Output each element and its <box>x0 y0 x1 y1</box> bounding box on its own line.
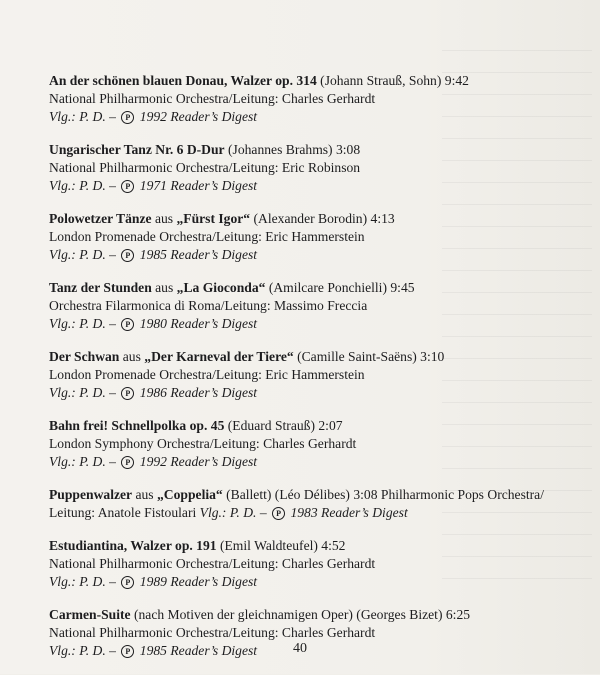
track-entry <box>49 141 579 195</box>
rights-prefix: Vlg.: P. D. – <box>49 574 116 589</box>
rights-prefix: Vlg.: P. D. – <box>49 454 116 469</box>
track-entry <box>49 279 579 333</box>
phonogram-symbol-icon: P <box>272 507 285 520</box>
track-details: (nach Motiven der gleichnamigen Oper) (Georges Bizet) 6:25 <box>130 607 471 622</box>
track-details: (Emil Waldteufel) 4:52 <box>216 538 346 553</box>
rights-suffix: 1985 Reader’s Digest <box>139 247 258 262</box>
rights-suffix: 1989 Reader’s Digest <box>139 574 258 589</box>
track-title-line <box>49 210 579 228</box>
track-entry <box>49 210 579 264</box>
work-title: „Fürst Igor“ <box>176 211 251 226</box>
track-title-line <box>49 279 579 297</box>
rights-line <box>49 384 579 402</box>
track-details: (Johannes Brahms) 3:08 <box>224 142 361 157</box>
title-connector: aus <box>119 349 145 364</box>
rights-line <box>49 177 579 195</box>
rights-suffix: 1986 Reader’s Digest <box>139 385 258 400</box>
track-title-line <box>49 348 579 366</box>
performer-line: National Philharmonic Orchestra/Leitung: Charles Gerhardt <box>49 556 376 571</box>
track-title-line <box>49 141 579 159</box>
track-details: (Eduard Strauß) 2:07 <box>224 418 343 433</box>
track-title: An der schönen blauen Donau, Walzer op. 314 <box>49 73 317 88</box>
performer-line: London Promenade Orchestra/Leitung: Eric Hammerstein <box>49 367 365 382</box>
performer-line: National Philharmonic Orchestra/Leitung: Charles Gerhardt <box>49 625 376 640</box>
rights-suffix: 1992 Reader’s Digest <box>139 109 258 124</box>
phonogram-symbol-icon: P <box>121 111 134 124</box>
rights-suffix: 1971 Reader’s Digest <box>139 178 258 193</box>
track-list <box>49 72 579 675</box>
rights-prefix: Vlg.: P. D. – <box>49 385 116 400</box>
performer-line: London Promenade Orchestra/Leitung: Eric Hammerstein <box>49 229 365 244</box>
work-title: „Coppelia“ <box>157 487 223 502</box>
performer-line <box>49 504 579 522</box>
page-number: 40 <box>293 641 307 656</box>
phonogram-symbol-icon: P <box>121 318 134 331</box>
track-entry <box>49 486 579 522</box>
rights-suffix: 1983 Reader’s Digest <box>290 505 408 520</box>
track-title-line <box>49 417 579 435</box>
rights-line <box>49 246 579 264</box>
track-title: Carmen-Suite <box>49 607 131 622</box>
track-title: Polowetzer Tänze <box>49 211 152 226</box>
track-details: (Johann Strauß, Sohn) 9:42 <box>316 73 469 88</box>
rights-suffix: 1992 Reader’s Digest <box>139 454 258 469</box>
track-details: (Camille Saint-Saëns) 3:10 <box>293 349 445 364</box>
track-title: Ungarischer Tanz Nr. 6 D-Dur <box>49 142 225 157</box>
phonogram-symbol-icon: P <box>121 249 134 262</box>
track-entry <box>49 537 579 591</box>
track-details: (Alexander Borodin) 4:13 <box>250 211 395 226</box>
track-title-line <box>49 486 579 504</box>
performer: Leitung: Anatole Fistoulari <box>49 505 200 520</box>
performer-line: Orchestra Filarmonica di Roma/Leitung: Massimo Freccia <box>49 298 368 313</box>
rights-line <box>49 573 579 591</box>
track-title: Der Schwan <box>49 349 120 364</box>
phonogram-symbol-icon: P <box>121 576 134 589</box>
track-title: Puppenwalzer <box>49 487 133 502</box>
track-entry <box>49 348 579 402</box>
rights-prefix: Vlg.: P. D. – <box>49 178 116 193</box>
performer-line: London Symphony Orchestra/Leitung: Charles Gerhardt <box>49 436 357 451</box>
rights-prefix: Vlg.: P. D. – <box>199 505 267 520</box>
phonogram-symbol-icon: P <box>121 387 134 400</box>
track-details: (Amilcare Ponchielli) 9:45 <box>265 280 415 295</box>
work-title: „La Gioconda“ <box>176 280 266 295</box>
title-connector: aus <box>151 211 177 226</box>
rights-prefix: Vlg.: P. D. – <box>49 316 116 331</box>
track-title: Estudiantina, Walzer op. 191 <box>49 538 217 553</box>
rights-line <box>49 108 579 126</box>
track-title-line <box>49 606 579 624</box>
phonogram-symbol-icon: P <box>121 180 134 193</box>
title-connector: aus <box>132 487 157 502</box>
track-title: Tanz der Stunden <box>49 280 152 295</box>
track-title-line <box>49 537 579 555</box>
rights-line <box>49 453 579 471</box>
performer-line: National Philharmonic Orchestra/Leitung: Eric Robinson <box>49 160 361 175</box>
track-details: (Ballett) (Léo Délibes) 3:08 Philharmonic Pops Orchestra/ <box>222 487 544 502</box>
rights-prefix: Vlg.: P. D. – <box>49 109 116 124</box>
rights-line <box>49 315 579 333</box>
rights-suffix: 1980 Reader’s Digest <box>139 316 258 331</box>
rights-prefix: Vlg.: P. D. – <box>49 643 116 658</box>
rights-prefix: Vlg.: P. D. – <box>49 247 116 262</box>
track-title: Bahn frei! Schnellpolka op. 45 <box>49 418 225 433</box>
phonogram-symbol-icon: P <box>121 645 134 658</box>
performer-line: National Philharmonic Orchestra/Leitung: Charles Gerhardt <box>49 91 376 106</box>
work-title: „Der Karneval der Tiere“ <box>144 349 294 364</box>
track-entry <box>49 72 579 126</box>
track-title-line <box>49 72 579 90</box>
phonogram-symbol-icon: P <box>121 456 134 469</box>
rights-suffix: 1985 Reader’s Digest <box>139 643 258 658</box>
track-entry <box>49 417 579 471</box>
title-connector: aus <box>151 280 177 295</box>
